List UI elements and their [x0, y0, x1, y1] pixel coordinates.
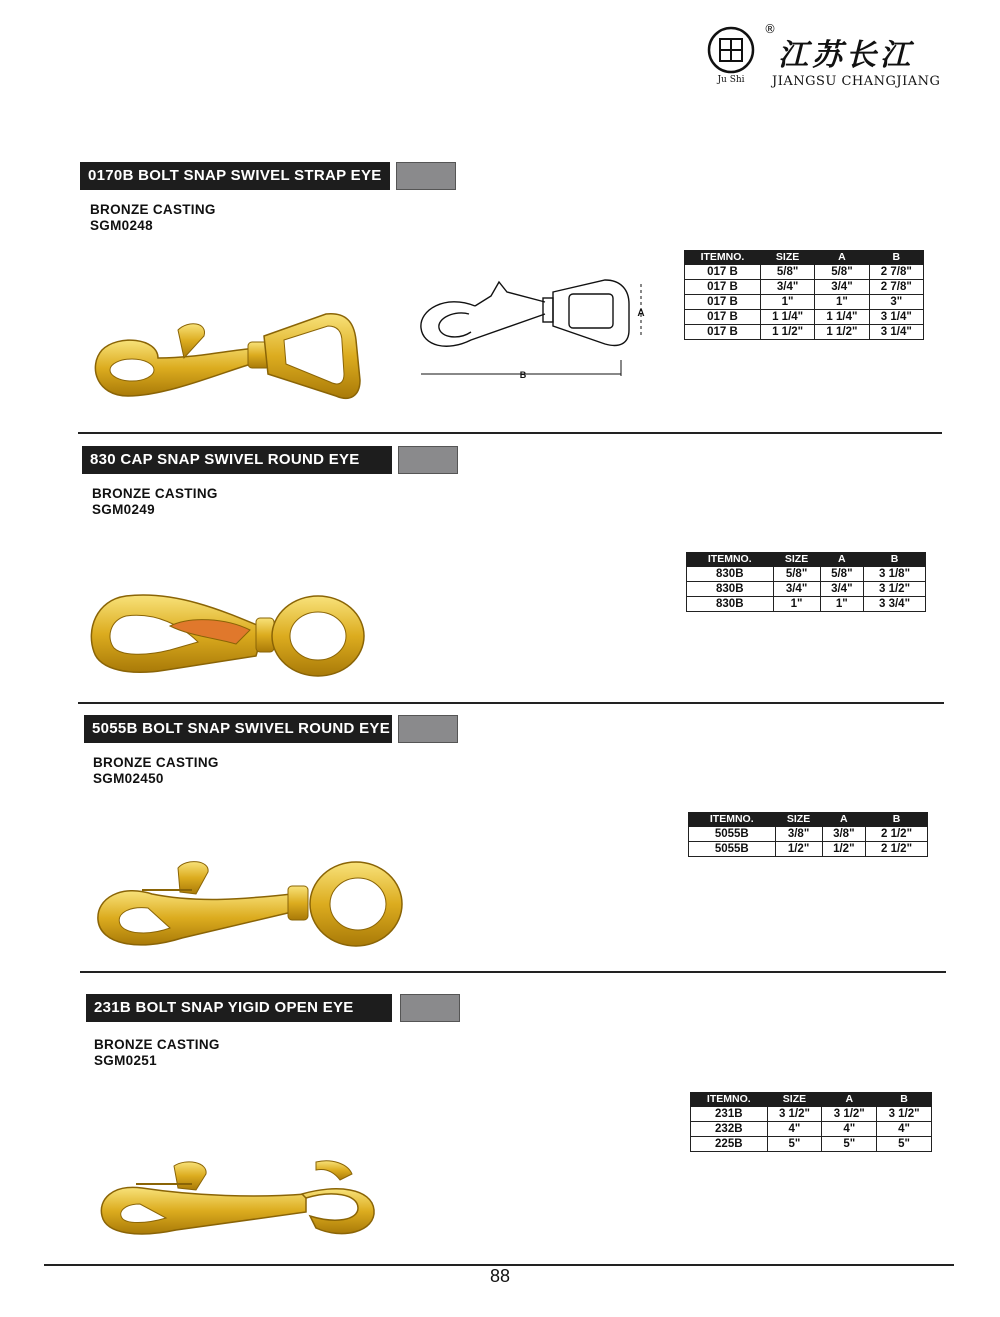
column-header: ITEMNO.	[691, 1093, 768, 1107]
product-code: SGM02450	[93, 771, 164, 786]
table-cell: 3 1/2"	[864, 582, 926, 597]
dimension-label-a: A	[637, 308, 645, 319]
section-title: 5055B BOLT SNAP SWIVEL ROUND EYE	[84, 715, 392, 743]
brand-name-english: JIANGSU CHANGJIANG	[772, 74, 941, 89]
table-cell: 4"	[877, 1122, 932, 1137]
product-photo-bolt-snap-round-eye	[92, 854, 406, 954]
column-header: B	[877, 1093, 932, 1107]
section-divider	[80, 971, 946, 973]
color-swatch	[400, 994, 460, 1022]
column-header: SIZE	[767, 1093, 822, 1107]
spec-table	[688, 812, 928, 857]
table-cell: 231B	[691, 1107, 768, 1122]
table-cell: 1"	[760, 295, 814, 310]
table-cell: 3 1/4"	[869, 310, 923, 325]
table-cell: 232B	[691, 1122, 768, 1137]
table-row	[691, 1137, 932, 1152]
table-cell: 3 1/8"	[864, 567, 926, 582]
dimension-diagram	[415, 270, 655, 390]
table-cell: 5"	[877, 1137, 932, 1152]
dimension-label-b: B	[519, 370, 527, 380]
product-code: SGM0251	[94, 1053, 157, 1068]
column-header: A	[820, 553, 863, 567]
table-cell: 5/8"	[760, 265, 814, 280]
table-header-row	[689, 813, 928, 827]
table-header-row	[685, 251, 924, 265]
column-header: A	[822, 813, 865, 827]
table-cell: 5/8"	[820, 567, 863, 582]
table-cell: 017 B	[685, 325, 761, 340]
table-cell: 3/8"	[775, 827, 822, 842]
table-cell: 017 B	[685, 310, 761, 325]
product-photo-bolt-snap-open-eye	[96, 1158, 380, 1242]
column-header: ITEMNO.	[685, 251, 761, 265]
table-cell: 1"	[820, 597, 863, 612]
product-code: SGM0249	[92, 502, 155, 517]
table-cell: 5055B	[689, 842, 776, 857]
table-cell: 2 1/2"	[866, 827, 928, 842]
color-swatch	[398, 446, 458, 474]
product-code: SGM0248	[90, 218, 153, 233]
section-title: 231B BOLT SNAP YIGID OPEN EYE	[86, 994, 392, 1022]
table-row	[687, 597, 926, 612]
brand-logo	[700, 22, 762, 84]
column-header: ITEMNO.	[689, 813, 776, 827]
material-label: BRONZE CASTING	[94, 1037, 220, 1052]
table-cell: 1"	[815, 295, 869, 310]
table-cell: 3/4"	[820, 582, 863, 597]
table-cell: 1/2"	[822, 842, 865, 857]
section-title: 830 CAP SNAP SWIVEL ROUND EYE	[82, 446, 392, 474]
material-label: BRONZE CASTING	[92, 486, 218, 501]
table-cell: 4"	[767, 1122, 822, 1137]
spec-table	[686, 552, 926, 612]
table-row	[685, 310, 924, 325]
table-cell: 017 B	[685, 280, 761, 295]
spec-table	[690, 1092, 932, 1152]
table-cell: 3 1/2"	[767, 1107, 822, 1122]
product-photo-cap-snap-round-eye	[86, 586, 376, 682]
table-cell: 1 1/2"	[760, 325, 814, 340]
table-cell: 3 1/4"	[869, 325, 923, 340]
color-swatch	[398, 715, 458, 743]
table-row	[687, 582, 926, 597]
table-cell: 3/8"	[822, 827, 865, 842]
table-cell: 830B	[687, 582, 774, 597]
table-cell: 5"	[822, 1137, 877, 1152]
table-cell: 830B	[687, 567, 774, 582]
table-cell: 830B	[687, 597, 774, 612]
table-cell: 3/4"	[815, 280, 869, 295]
table-row	[689, 827, 928, 842]
registered-mark: ®	[764, 22, 776, 36]
table-row	[691, 1122, 932, 1137]
table-cell: 1/2"	[775, 842, 822, 857]
table-cell: 3"	[869, 295, 923, 310]
table-cell: 5/8"	[773, 567, 820, 582]
product-photo-bolt-snap-strap-eye	[88, 300, 368, 410]
spec-table	[684, 250, 924, 340]
section-title: 0170B BOLT SNAP SWIVEL STRAP EYE	[80, 162, 390, 190]
column-header: SIZE	[775, 813, 822, 827]
table-row	[685, 280, 924, 295]
table-cell: 4"	[822, 1122, 877, 1137]
table-cell: 017 B	[685, 295, 761, 310]
table-cell: 2 7/8"	[869, 265, 923, 280]
table-row	[691, 1107, 932, 1122]
table-row	[689, 842, 928, 857]
table-cell: 225B	[691, 1137, 768, 1152]
table-cell: 1 1/4"	[815, 310, 869, 325]
svg-text:Ju Shi: Ju Shi	[717, 75, 745, 84]
column-header: B	[869, 251, 923, 265]
table-cell: 5/8"	[815, 265, 869, 280]
table-cell: 3/4"	[773, 582, 820, 597]
table-header-row	[691, 1093, 932, 1107]
column-header: B	[864, 553, 926, 567]
column-header: B	[866, 813, 928, 827]
table-cell: 1 1/2"	[815, 325, 869, 340]
table-cell: 3/4"	[760, 280, 814, 295]
brand-name-chinese: 江苏长江	[778, 38, 914, 73]
color-swatch	[396, 162, 456, 190]
table-cell: 3 1/2"	[877, 1107, 932, 1122]
material-label: BRONZE CASTING	[90, 202, 216, 217]
page-number: 88	[489, 1266, 511, 1286]
section-divider	[78, 432, 942, 434]
table-row	[685, 325, 924, 340]
table-cell: 1 1/4"	[760, 310, 814, 325]
table-cell: 2 1/2"	[866, 842, 928, 857]
column-header: SIZE	[773, 553, 820, 567]
material-label: BRONZE CASTING	[93, 755, 219, 770]
table-cell: 1"	[773, 597, 820, 612]
table-cell: 5055B	[689, 827, 776, 842]
section-divider	[78, 702, 944, 704]
table-header-row	[687, 553, 926, 567]
column-header: A	[815, 251, 869, 265]
table-cell: 2 7/8"	[869, 280, 923, 295]
column-header: A	[822, 1093, 877, 1107]
column-header: ITEMNO.	[687, 553, 774, 567]
table-row	[685, 295, 924, 310]
column-header: SIZE	[760, 251, 814, 265]
table-row	[687, 567, 926, 582]
table-cell: 3 3/4"	[864, 597, 926, 612]
table-cell: 5"	[767, 1137, 822, 1152]
table-cell: 017 B	[685, 265, 761, 280]
table-row	[685, 265, 924, 280]
table-cell: 3 1/2"	[822, 1107, 877, 1122]
